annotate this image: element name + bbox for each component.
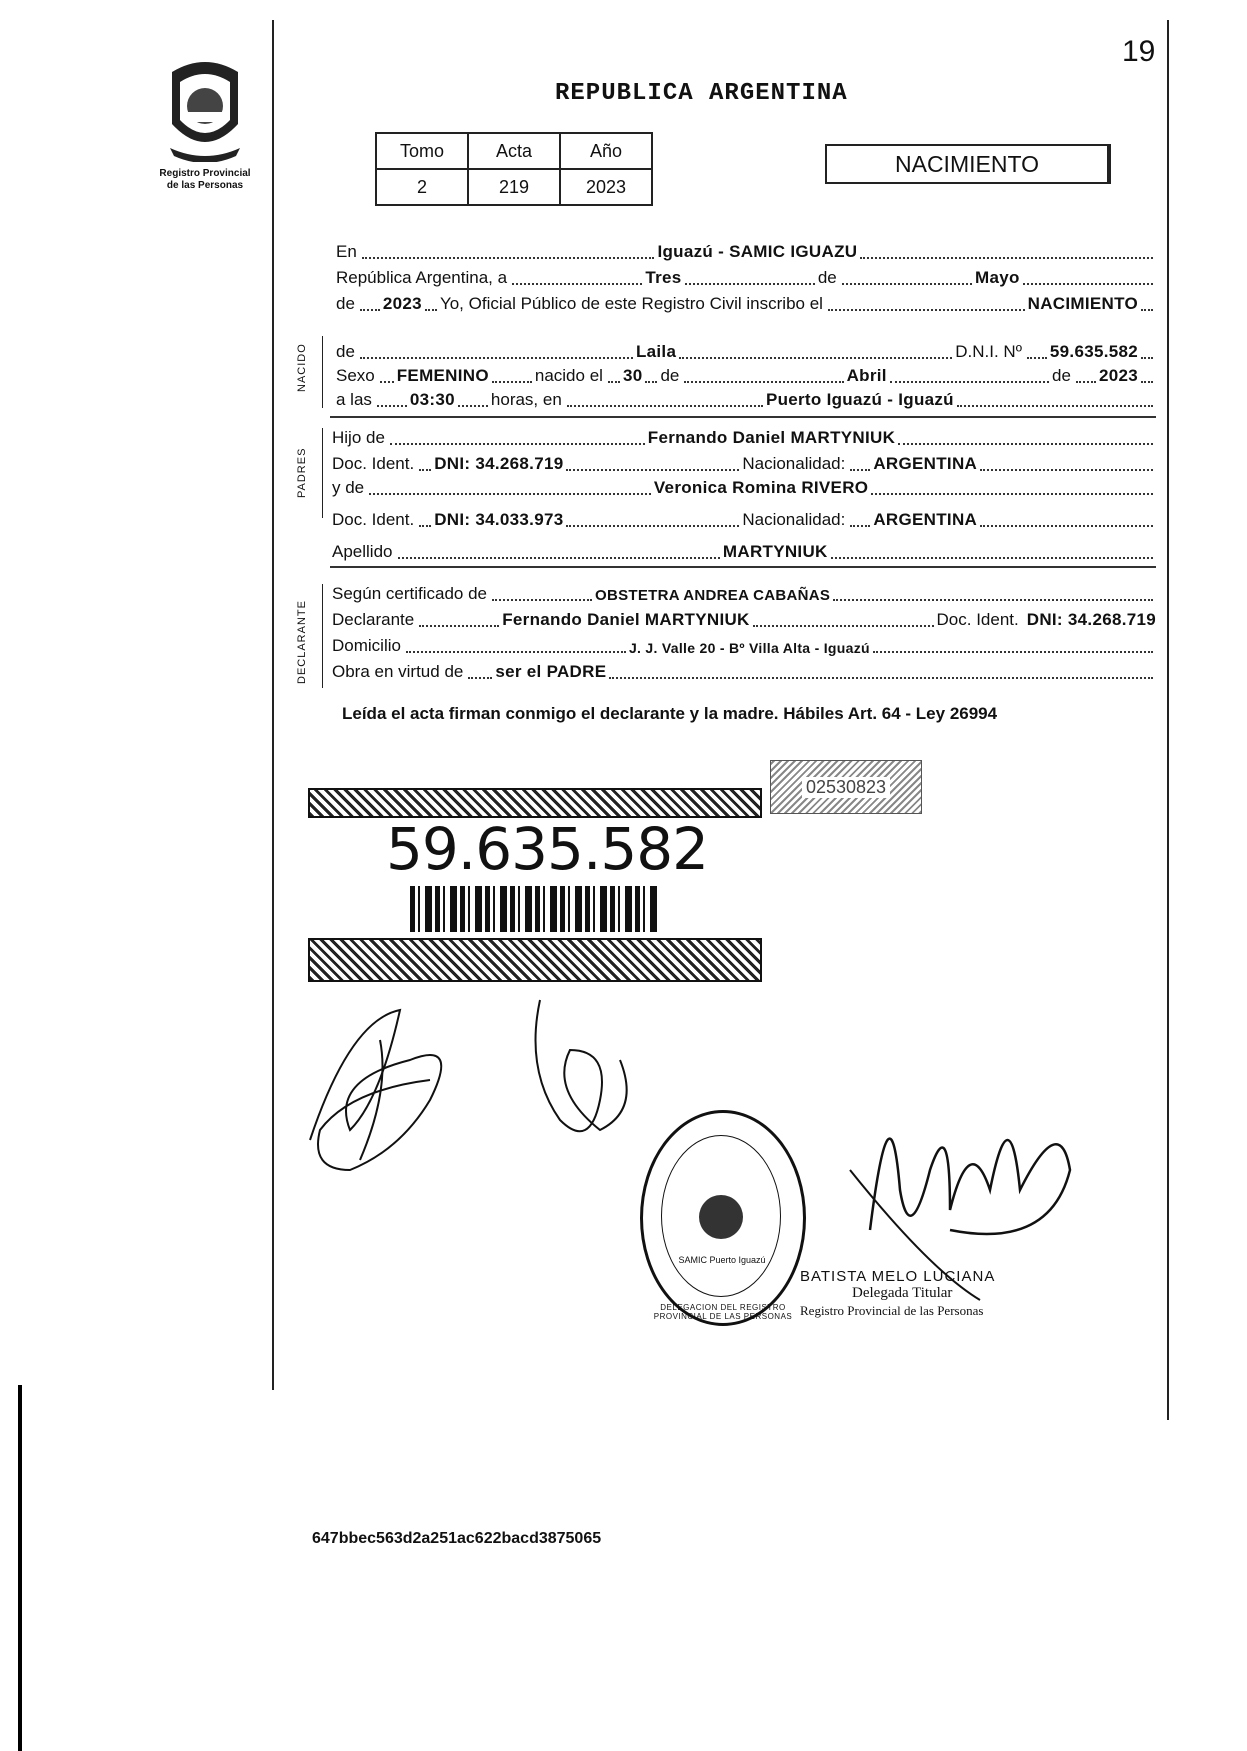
row-certificado bbox=[332, 582, 1156, 604]
inscribo-label: Yo, Oficial Público de este Registro Civil inscribo el bbox=[439, 294, 823, 313]
inscribo-value: NACIMIENTO bbox=[1027, 294, 1138, 313]
dots bbox=[957, 401, 1153, 407]
dots bbox=[492, 595, 592, 601]
de5-label: de bbox=[1052, 366, 1071, 385]
row-fecha bbox=[336, 266, 1156, 288]
official-seal bbox=[640, 1110, 806, 1326]
en-value: Iguazú - SAMIC IGUAZU bbox=[657, 242, 858, 261]
dots bbox=[1076, 377, 1096, 383]
dots bbox=[684, 377, 843, 383]
madre-value: Veronica Romina RIVERO bbox=[653, 478, 869, 497]
doc3-value: DNI: 34.268.719 bbox=[1026, 610, 1156, 629]
dots bbox=[492, 377, 532, 383]
dots bbox=[377, 401, 407, 407]
dots bbox=[419, 465, 431, 471]
doc2-label: Doc. Ident. bbox=[332, 510, 415, 529]
dots bbox=[406, 647, 626, 653]
table-header: Tomo bbox=[376, 133, 468, 169]
dots bbox=[679, 353, 952, 359]
nac-dia-value: 30 bbox=[622, 366, 643, 385]
dots bbox=[1141, 377, 1153, 383]
sexo-value: FEMENINO bbox=[396, 366, 489, 385]
dots bbox=[980, 465, 1153, 471]
dots bbox=[685, 279, 815, 285]
document-hash: 647bbec563d2a251ac622bacd3875065 bbox=[312, 1530, 602, 1547]
dots bbox=[842, 279, 972, 285]
dots bbox=[458, 401, 488, 407]
side-label-nacido: NACIDO bbox=[296, 343, 308, 392]
dots bbox=[871, 489, 1153, 495]
nac1-label: Nacionalidad: bbox=[742, 454, 846, 473]
dots bbox=[1027, 353, 1047, 359]
dni-value: 59.635.582 bbox=[1049, 342, 1139, 361]
official-stamp bbox=[800, 1268, 1040, 1319]
dots bbox=[860, 253, 1153, 259]
dots bbox=[850, 465, 870, 471]
hijo-label: Hijo de bbox=[332, 428, 385, 447]
closing-text: Leída el acta firman conmigo el declarante y la madre. Hábiles Art. 64 - Ley 26994 bbox=[342, 704, 998, 723]
de4-label: de bbox=[660, 366, 680, 385]
nombre-value: Laila bbox=[635, 342, 677, 361]
dots bbox=[850, 521, 870, 527]
table-cell: 219 bbox=[468, 169, 560, 205]
dots bbox=[1141, 305, 1153, 311]
table-cell: 2023 bbox=[560, 169, 652, 205]
nac-mes-value: Abril bbox=[846, 366, 887, 385]
dots bbox=[753, 621, 934, 627]
seal-text: DELEGACION DEL REGISTRO PROVINCIAL DE LAS PERSONAS bbox=[653, 1303, 793, 1321]
dots bbox=[425, 305, 437, 311]
cert-value: OBSTETRA ANDREA CABAÑAS bbox=[595, 587, 831, 604]
nac-anio-value: 2023 bbox=[1098, 366, 1138, 385]
doc2-value: DNI: 34.033.973 bbox=[434, 510, 564, 529]
row-hora bbox=[336, 388, 1156, 410]
side-label-declarante: DECLARANTE bbox=[296, 600, 308, 684]
dots bbox=[566, 465, 739, 471]
de2-label: de bbox=[336, 294, 355, 313]
dots bbox=[419, 521, 431, 527]
row-doc-madre bbox=[332, 508, 1156, 530]
row-domicilio bbox=[332, 634, 1156, 656]
security-strip-bottom bbox=[308, 938, 762, 982]
cert-label: Según certificado de bbox=[332, 584, 487, 603]
registry-line1: Registro Provincial bbox=[159, 168, 251, 179]
sexo-label: Sexo bbox=[336, 366, 375, 385]
dots bbox=[360, 305, 380, 311]
side-label-padres: PADRES bbox=[296, 447, 308, 498]
de3-label: de bbox=[336, 342, 355, 361]
dots bbox=[1023, 279, 1153, 285]
row-en bbox=[336, 240, 1156, 262]
obra-label: Obra en virtud de bbox=[332, 662, 464, 681]
de-label: de bbox=[817, 268, 837, 287]
dots bbox=[608, 377, 620, 383]
row-sexo bbox=[336, 364, 1156, 386]
table-cell: 2 bbox=[376, 169, 468, 205]
lugar-value: Puerto Iguazú - Iguazú bbox=[765, 390, 954, 409]
alas-label: a las bbox=[336, 390, 372, 409]
seal-inner-text: SAMIC Puerto Iguazú bbox=[678, 1255, 766, 1265]
dots bbox=[398, 553, 720, 559]
row-nombre bbox=[336, 340, 1156, 362]
dots bbox=[645, 377, 657, 383]
dots bbox=[468, 673, 492, 679]
doc1-value: DNI: 34.268.719 bbox=[434, 454, 564, 473]
yde-label: y de bbox=[332, 478, 365, 497]
dots bbox=[833, 595, 1153, 601]
decl-label: Declarante bbox=[332, 610, 415, 629]
row-doc-padre bbox=[332, 452, 1156, 474]
section-divider bbox=[330, 416, 1156, 418]
horas-label: horas, en bbox=[490, 390, 562, 409]
obra-value: ser el PADRE bbox=[495, 662, 607, 681]
row-declarante bbox=[332, 608, 1156, 630]
row-padre bbox=[332, 426, 1156, 448]
registry-name bbox=[130, 168, 280, 192]
dots bbox=[831, 553, 1153, 559]
row-apellido bbox=[332, 540, 1156, 562]
dots bbox=[380, 377, 394, 383]
seal-emblem-icon bbox=[699, 1195, 743, 1239]
dia-value: Tres bbox=[645, 268, 682, 287]
official-org: Registro Provincial de las Personas bbox=[800, 1303, 984, 1318]
row-madre bbox=[332, 476, 1156, 498]
dots bbox=[362, 253, 655, 259]
barcode bbox=[410, 886, 660, 932]
nac1-value: ARGENTINA bbox=[873, 454, 978, 473]
security-strip-top bbox=[308, 788, 762, 818]
dots bbox=[512, 279, 642, 285]
dots bbox=[828, 305, 1025, 311]
row-inscribo bbox=[336, 292, 1156, 314]
table-header: Acta bbox=[468, 133, 560, 169]
dom-label: Domicilio bbox=[332, 636, 401, 655]
dots bbox=[873, 647, 1153, 653]
domicilio-value: J. J. Valle 20 - Bº Villa Alta - Iguazú bbox=[628, 640, 870, 656]
padres-bracket bbox=[322, 428, 323, 518]
nacido-label: nacido el bbox=[534, 366, 603, 385]
dni-label: D.N.I. Nº bbox=[955, 342, 1022, 361]
table-header: Año bbox=[560, 133, 652, 169]
nac2-value: ARGENTINA bbox=[873, 510, 978, 529]
stamp-small-number: 02530823 bbox=[802, 777, 890, 798]
registry-line2: de las Personas bbox=[166, 180, 244, 191]
row-obra bbox=[332, 660, 1156, 682]
section-divider bbox=[330, 566, 1156, 568]
dots bbox=[609, 673, 1153, 679]
dots bbox=[360, 353, 633, 359]
dots bbox=[566, 521, 739, 527]
coat-of-arms-icon bbox=[150, 52, 260, 162]
en-label: En bbox=[336, 242, 357, 261]
act-type-box: NACIMIENTO bbox=[825, 144, 1111, 184]
stamp-small bbox=[770, 760, 922, 814]
dots bbox=[1141, 353, 1153, 359]
hora-value: 03:30 bbox=[409, 390, 455, 409]
left-border-line bbox=[272, 20, 274, 1390]
nac2-label: Nacionalidad: bbox=[742, 510, 846, 529]
nacido-bracket bbox=[322, 336, 323, 408]
dots bbox=[567, 401, 763, 407]
dots bbox=[980, 521, 1153, 527]
document-title: REPUBLICA ARGENTINA bbox=[555, 80, 848, 107]
dots bbox=[419, 621, 499, 627]
signature-madre bbox=[520, 990, 660, 1150]
apellido-label: Apellido bbox=[332, 542, 393, 561]
dots bbox=[890, 377, 1049, 383]
dots bbox=[390, 439, 645, 445]
padre-value: Fernando Daniel MARTYNIUK bbox=[647, 428, 896, 447]
dots bbox=[898, 439, 1153, 445]
mes-value: Mayo bbox=[975, 268, 1020, 287]
dots bbox=[369, 489, 651, 495]
dni-barcode-number: 59.635.582 bbox=[386, 815, 709, 883]
scan-edge-mark bbox=[18, 1385, 22, 1751]
anio-value: 2023 bbox=[382, 294, 422, 313]
official-role: Delegada Titular bbox=[852, 1285, 953, 1301]
doc3-label: Doc. Ident. bbox=[936, 610, 1019, 629]
reference-table bbox=[375, 132, 653, 206]
apellido-value: MARTYNIUK bbox=[722, 542, 828, 561]
declarante-bracket bbox=[322, 584, 323, 688]
declarante-value: Fernando Daniel MARTYNIUK bbox=[502, 610, 750, 629]
page-number: 19 bbox=[1122, 35, 1156, 68]
right-border-line bbox=[1167, 20, 1169, 1420]
rep-label: República Argentina, a bbox=[336, 268, 508, 287]
doc1-label: Doc. Ident. bbox=[332, 454, 415, 473]
official-name: BATISTA MELO LUCIANA bbox=[800, 1268, 996, 1285]
